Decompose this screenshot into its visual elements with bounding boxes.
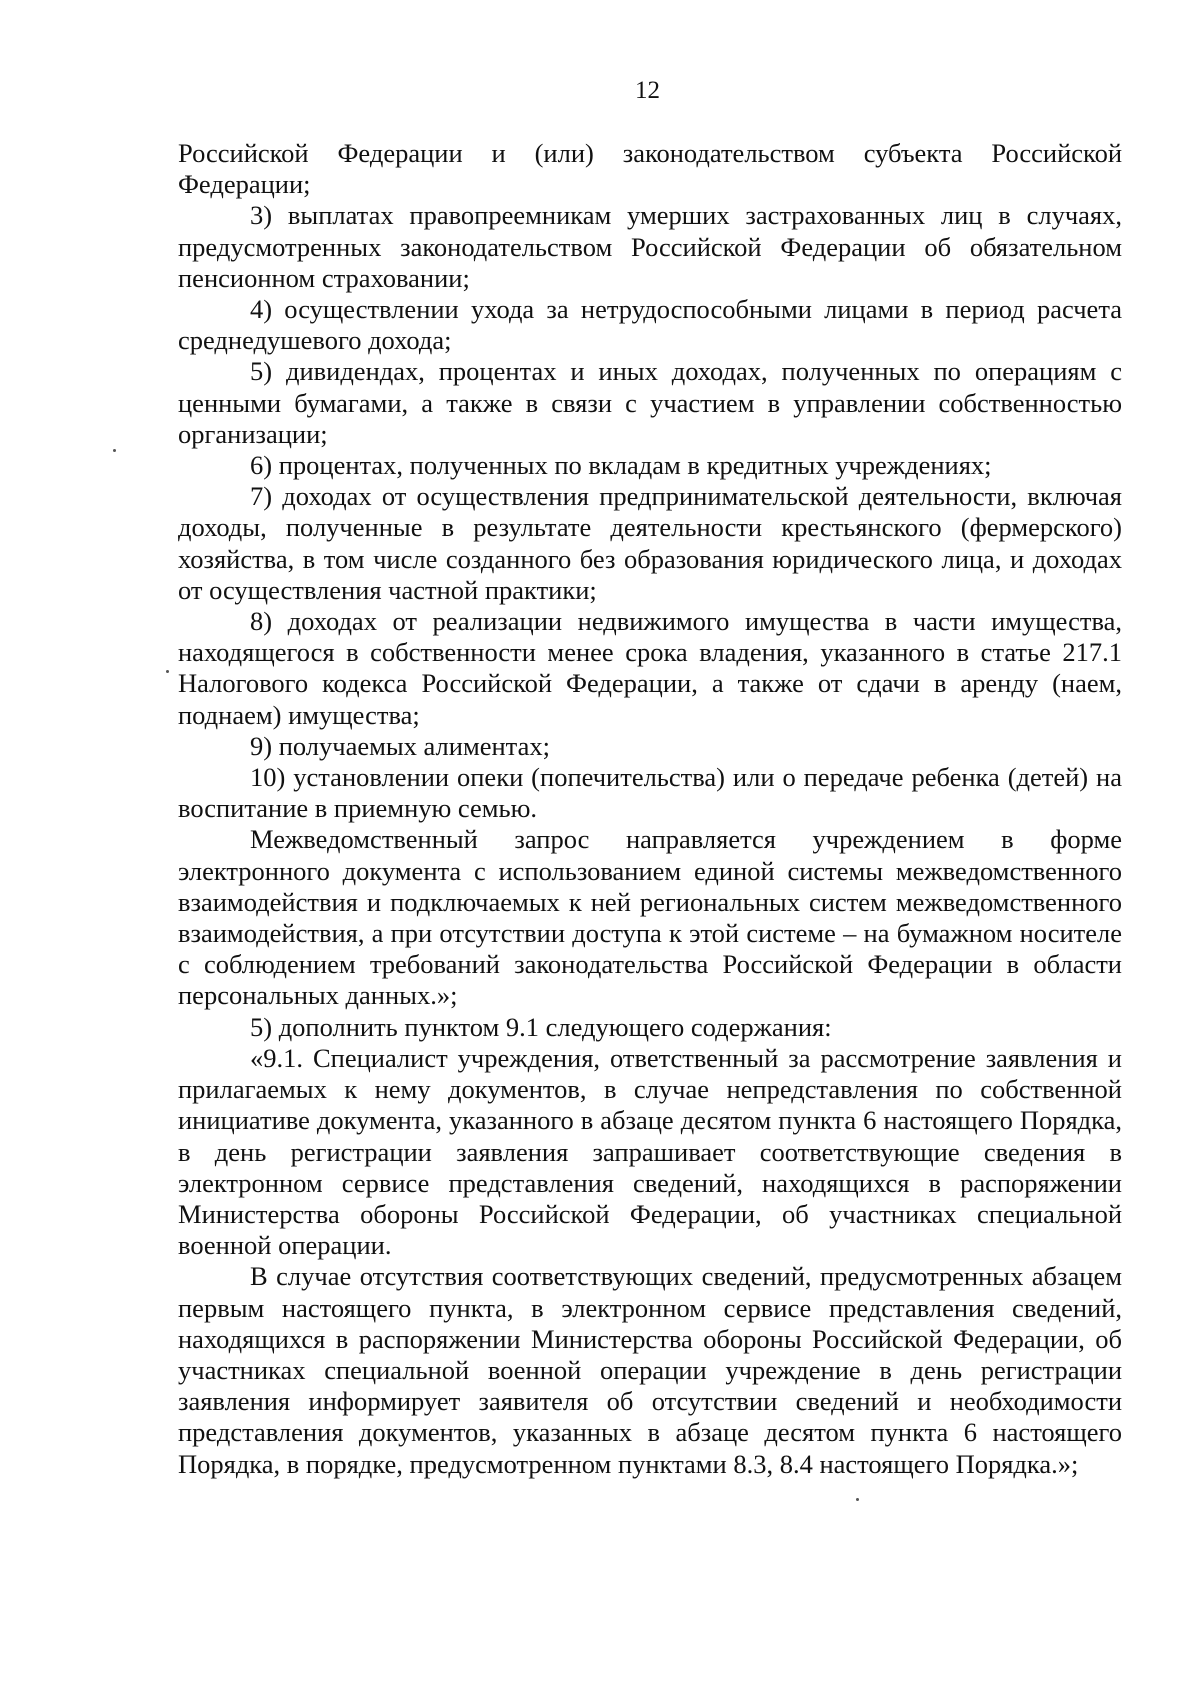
- list-item-10: 10) установлении опеки (попечительства) или о передаче ребенка (детей) на воспитание в приемную семью.: [178, 762, 1122, 824]
- amendment-item-5: 5) дополнить пунктом 9.1 следующего содержания:: [250, 1011, 832, 1042]
- scan-speck: [166, 670, 169, 673]
- list-item-3: 3) выплатах правопреемникам умерших застрахованных лиц в случаях, предусмотренных законодательством Российской Федерации об обязательном пенсионном страховании;: [178, 200, 1122, 293]
- list-item-5: 5) дивидендах, процентах и иных доходах, полученных по операциям с ценными бумагами, а также в связи с участием в управлении собственностью организации;: [178, 356, 1122, 449]
- clause-9-1: «9.1. Специалист учреждения, ответственный за рассмотрение заявления и прилагаемых к нему документов, в случае непредставления по собственной инициативе документа, указанного в абзаце десятом пункта 6 настоящего Порядка, в день регистрации заявления запрашивает соответствующие сведения в электронном сервисе представления сведений, находящихся в распоряжении Министерства обороны Российской Федерации, об участниках специальной военной операции.: [178, 1042, 1122, 1261]
- paragraph-interagency-request: Межведомственный запрос направляется учреждением в форме электронного документа с использованием единой системы межведомственного взаимодействия и подключаемых к ней региональных систем межведомственного взаимодействия, а при отсутствии доступа к этой системе – на бумажном носителе с соблюдением требований законодательства Российской Федерации в области персональных данных.»;: [178, 824, 1122, 1011]
- page-number: 12: [635, 77, 660, 104]
- document-body: [178, 138, 1122, 1480]
- list-item-9: 9) получаемых алиментах;: [250, 730, 550, 761]
- clause-9-1-second-paragraph: В случае отсутствия соответствующих сведений, предусмотренных абзацем первым настоящего пункта, в электронном сервисе представления сведений, находящихся в распоряжении Министерства обороны Российской Федерации, об участниках специальной военной операции учреждение в день регистрации заявления информирует заявителя об отсутствии сведений и необходимости представления документов, указанных в абзаце десятом пункта 6 настоящего Порядка, в порядке, предусмотренном пунктами 8.3, 8.4 настоящего Порядка.»;: [178, 1261, 1122, 1479]
- scan-speck: [113, 449, 116, 452]
- list-item-8: 8) доходах от реализации недвижимого имущества в части имущества, находящегося в собственности менее срока владения, указанного в статье 217.1 Налогового кодекса Российской Федерации, а также от сдачи в аренду (наем, поднаем) имущества;: [178, 606, 1122, 730]
- paragraph-continuation: Российской Федерации и (или) законодательством субъекта Российской Федерации;: [178, 138, 1122, 200]
- list-item-7: 7) доходах от осуществления предпринимательской деятельности, включая доходы, полученные в результате деятельности крестьянского (фермерского) хозяйства, в том числе созданного без образования юридического лица, и доходах от осуществления частной практики;: [178, 481, 1122, 605]
- list-item-6: 6) процентах, полученных по вкладам в кредитных учреждениях;: [250, 450, 992, 481]
- list-item-4: 4) осуществлении ухода за нетрудоспособными лицами в период расчета среднедушевого дохода;: [178, 294, 1122, 356]
- scan-speck: [856, 1498, 859, 1501]
